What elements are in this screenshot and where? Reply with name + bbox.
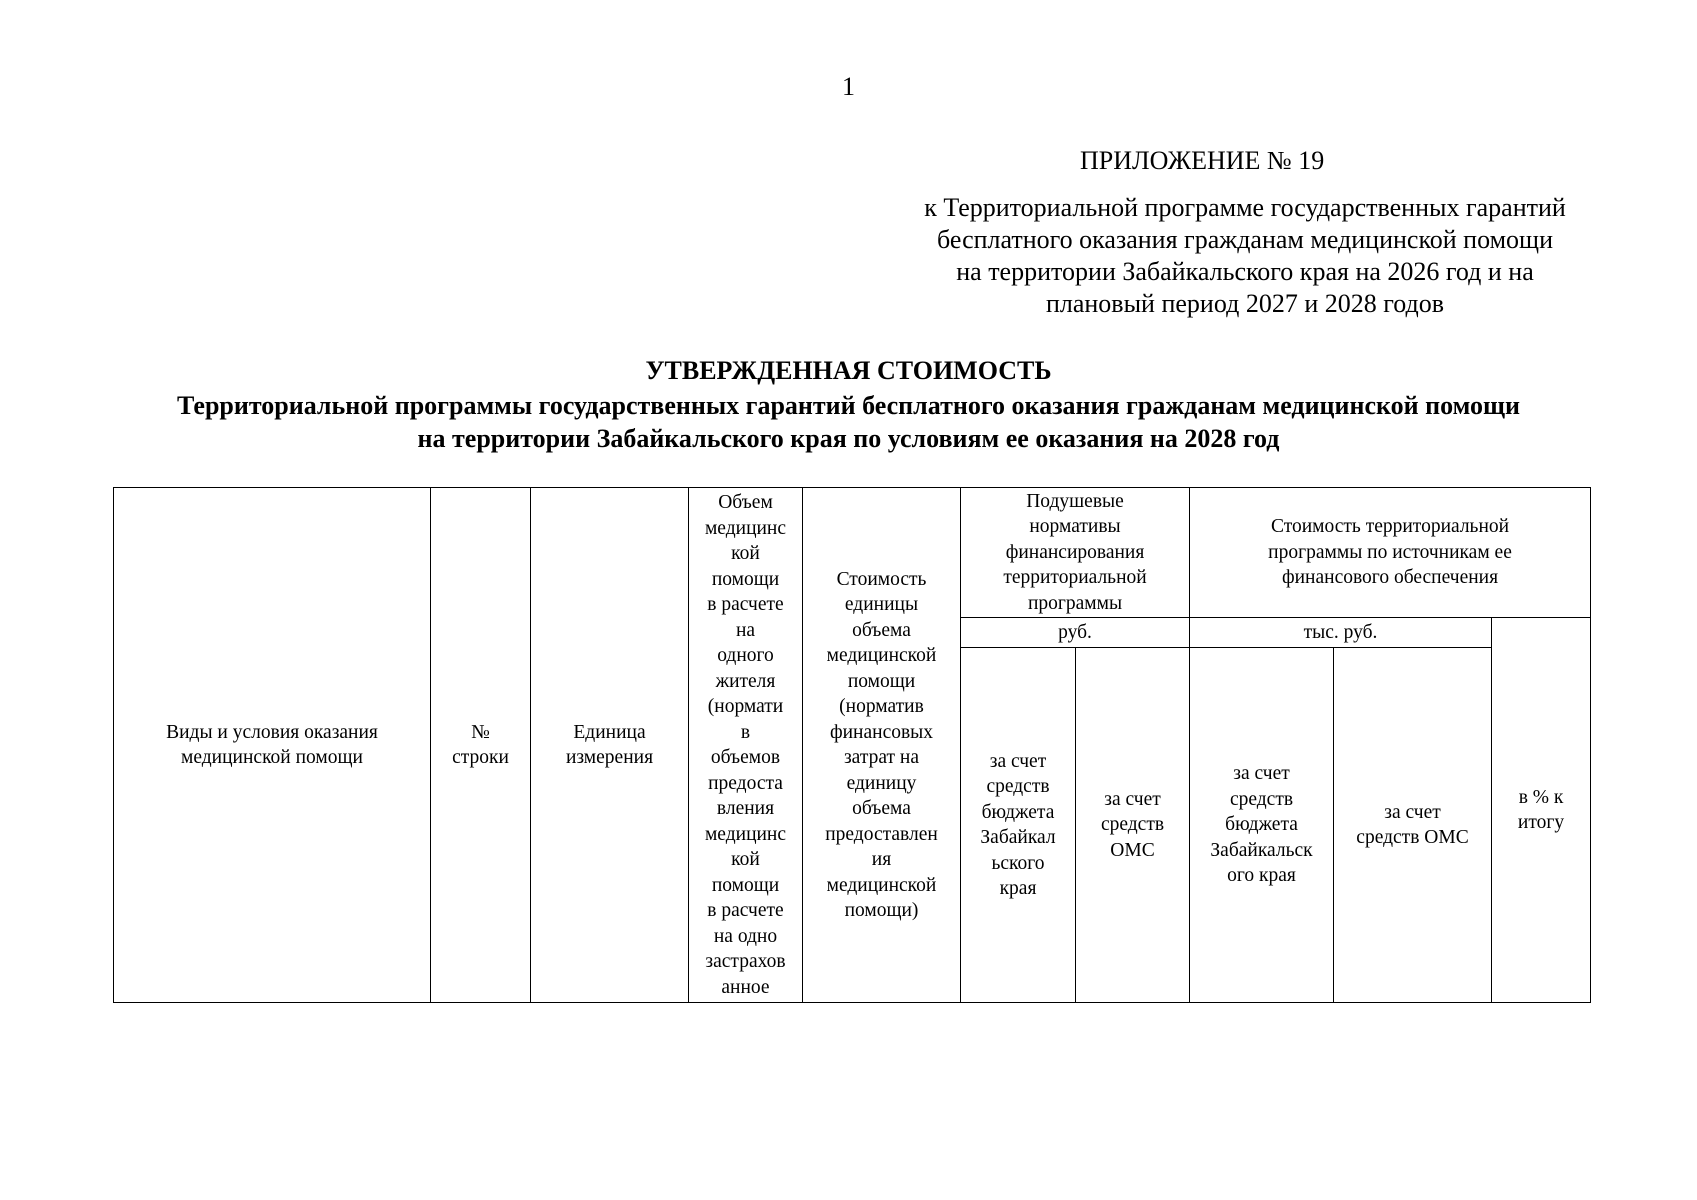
header-types-of-care: Виды и условия оказания медицинской помощи [114, 488, 431, 1003]
header-unit-thousand-rub: тыс. руб. [1190, 618, 1492, 648]
page-number: 1 [842, 72, 855, 101]
header-per-capita-oms: за счет средств ОМС [1076, 648, 1190, 1003]
header-per-capita-norms: Подушевые нормативы финансирования территориальной программы [961, 488, 1190, 618]
header-percent-of-total: в % к итогу [1492, 618, 1591, 1003]
header-program-budget: за счет средств бюджета Забайкальск ого края [1190, 648, 1334, 1003]
document-subheading [0, 389, 1697, 455]
header-program-cost: Стоимость территориальной программы по источникам ее финансового обеспечения [1190, 488, 1591, 618]
header-row-number: № строки [431, 488, 531, 1003]
header-per-capita-budget: за счет средств бюджета Забайкал ьского края [961, 648, 1076, 1003]
subheading-line: Территориальной программы государственных гарантий бесплатного оказания гражданам медицинской помощи [177, 391, 1520, 420]
header-unit-rub: руб. [961, 618, 1190, 648]
header-unit-cost: Стоимость единицы объема медицинской помощи (норматив финансовых затрат на единицу объема предоставлен ия медицинской помощи) [803, 488, 961, 1003]
header-program-oms: за счет средств ОМС [1334, 648, 1492, 1003]
appendix-line: на территории Забайкальского края на 2026 год и на [956, 257, 1534, 286]
header-unit-of-measure: Единица измерения [531, 488, 689, 1003]
subheading-line: на территории Забайкальского края по условиям ее оказания на 2028 год [417, 424, 1280, 453]
appendix-line: бесплатного оказания гражданам медицинской помощи [937, 225, 1553, 254]
document-heading: УТВЕРЖДЕННАЯ СТОИМОСТЬ [645, 356, 1052, 385]
appendix-line: плановый период 2027 и 2028 годов [1045, 289, 1445, 318]
appendix-description [835, 192, 1655, 320]
appendix-title: ПРИЛОЖЕНИЕ № 19 [1080, 146, 1325, 175]
appendix-line: к Территориальной программе государственных гарантий [924, 193, 1566, 222]
header-volume-per-resident: Объем медицинс кой помощи в расчете на одного жителя (нормати в объемов предоста вления медицинс кой помощи в расчете на одно застрахов анное [689, 488, 803, 1003]
cost-table [113, 487, 1591, 1003]
